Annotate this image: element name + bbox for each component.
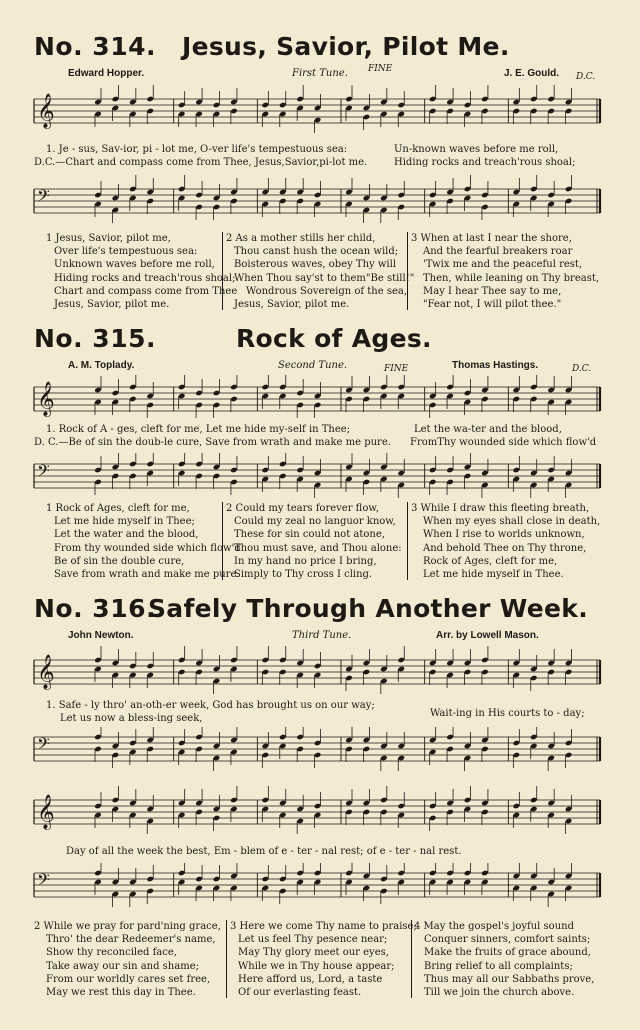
hymn-heading: [0, 592, 640, 630]
verse-line: Let us feel Thy pesence near;: [238, 934, 388, 946]
bass-clef-icon: 𝄢: [37, 460, 50, 485]
verse-line: Make the fruits of grace abound,: [424, 947, 591, 959]
lyric-line: 1. Je - sus, Sav-ior, pi - lot me, O-ver life's tempestuous sea:: [46, 144, 348, 155]
hymn-number: No. 316.: [34, 594, 156, 623]
hymn-number: No. 314.: [34, 32, 156, 61]
verse: [226, 232, 414, 311]
verse-line: Let the water and the blood,: [54, 529, 199, 541]
hymn-title: Rock of Ages.: [236, 324, 432, 353]
verse-divider: [407, 502, 408, 580]
lyric-line: Wait-ing in His courts to - day;: [430, 708, 585, 719]
dc-mark: D.C.: [572, 364, 592, 374]
lyric-line: Let the wa-ter and the blood,: [414, 424, 562, 435]
hymn-title: Safely Through Another Week.: [148, 594, 589, 623]
verse-line: 3 When at last I near the shore,: [411, 233, 572, 244]
hymn-heading: [0, 322, 640, 360]
verse-line: 1 Jesus, Savior, pilot me,: [46, 233, 171, 244]
verse: [46, 502, 241, 581]
hymn-verses: [0, 502, 640, 584]
hymn-author: Edward Hopper.: [68, 68, 145, 79]
verse-line: From our worldly cares set free,: [46, 973, 211, 985]
verse-line: Jesus, Savior, pilot me.: [234, 299, 350, 311]
lyric-line: 1. Rock of A - ges, cleft for me, Let me hide my-self in Thee;: [46, 424, 351, 435]
verse-line: Wondrous Sovereign of the sea,: [246, 285, 408, 297]
verse-line: 3 Here we come Thy name to praise;: [230, 921, 417, 932]
verse-line: These for sin could not atone,: [234, 529, 385, 541]
lyric-line: D. C.—Be of sin the doub-le cure, Save from wrath and make me pure.: [34, 437, 391, 448]
hymn-316: [0, 592, 640, 646]
music-staff-treble: [30, 374, 602, 424]
verse-line: 3 While I draw this fleeting breath,: [411, 503, 590, 514]
music-staff-treble: [30, 784, 602, 840]
fine-mark: FINE: [384, 364, 409, 374]
verse-line: Boisterous waves, obey Thy will: [234, 259, 397, 271]
verse-line: Save from wrath and make me pure.: [54, 569, 240, 581]
hymn-author: A. M. Toplady.: [68, 360, 135, 371]
hymn-author: John Newton.: [68, 630, 134, 641]
bass-clef-icon: 𝄢: [37, 185, 50, 210]
verse: [414, 920, 594, 999]
lyric-line: Un-known waves before me roll,: [394, 144, 559, 155]
verse-line: May Thy glory meet our eyes,: [238, 947, 389, 959]
verse-line: 2 As a mother stills her child,: [226, 233, 376, 244]
verse-line: "Fear not, I will pilot thee.": [423, 299, 562, 311]
notes: [94, 375, 572, 418]
verse-line: Thro' the dear Redeemer's name,: [46, 934, 216, 946]
verse-line: Thou canst hush the ocean wild;: [234, 246, 399, 258]
verse-line: Then, while leaning on Thy breast,: [423, 272, 600, 284]
lyric-line: D.C.—Chart and compass come from Thee, Jesus,Savior,pi-lot me.: [34, 157, 368, 168]
verse-line: Take away our sin and shame;: [46, 960, 199, 972]
verse: [230, 920, 417, 999]
staff-lines: [34, 800, 600, 824]
music-staff-treble: [30, 644, 602, 700]
treble-clef-icon: 𝄞: [37, 794, 55, 830]
verse-line: May we rest this day in Thee.: [46, 987, 196, 999]
bass-clef-icon: 𝄢: [37, 733, 50, 758]
lyric-line: Hiding rocks and treach'rous shoal;: [394, 157, 576, 168]
hymn-tune: Second Tune.: [278, 360, 348, 371]
verse-line: Rock of Ages, cleft for me,: [423, 555, 558, 567]
hymn-315: [0, 322, 640, 376]
music-staff-bass: [30, 862, 602, 908]
verse: [411, 232, 599, 311]
music-staff-bass: [30, 172, 602, 230]
music-staff-bass: [30, 726, 602, 772]
treble-clef-icon: 𝄞: [37, 654, 55, 690]
lyric-line: Let us now a bless-ing seek,: [60, 713, 203, 724]
verse-line: 1 Rock of Ages, cleft for me,: [46, 503, 190, 514]
hymn-title: Jesus, Savior, Pilot Me.: [182, 32, 510, 61]
verse: [46, 232, 237, 311]
hymn-verses: [0, 232, 640, 314]
verse-line: Till we join the church above.: [424, 987, 575, 999]
verse-line: Let me hide myself in Thee;: [54, 516, 195, 528]
verse-line: When I rise to worlds unknown,: [423, 529, 585, 541]
verse-line: Unknown waves before me roll,: [54, 259, 215, 271]
verse-line: Conquer sinners, comfort saints;: [424, 934, 591, 946]
verse-line: May I hear Thee say to me,: [423, 285, 562, 297]
verse-line: Thou must save, and Thou alone:: [234, 542, 402, 554]
verse-line: Over life's tempestuous sea:: [54, 246, 198, 258]
verse-line: From thy wounded side which flow'd: [54, 542, 241, 554]
verse-line: While we in Thy house appear;: [238, 960, 395, 972]
dc-mark: D.C.: [576, 72, 596, 82]
verse-line: 'Twix me and the peaceful rest,: [423, 259, 583, 271]
verse-line: Hiding rocks and treach'rous shoal;: [54, 272, 236, 284]
hymn-tune: First Tune.: [292, 68, 348, 79]
verse: [34, 920, 221, 999]
verse-line: And the fearful breakers roar: [423, 246, 573, 258]
notes: [94, 786, 572, 834]
verse-line: When my eyes shall close in death,: [423, 516, 601, 528]
verse-line: Could my zeal no languor know,: [234, 516, 396, 528]
hymn-tune: Third Tune.: [292, 630, 352, 641]
verse-line: When Thou say'st to them"Be still!": [234, 272, 415, 284]
verse-line: In my hand no price I bring,: [234, 555, 377, 567]
music-staff-bass: [30, 452, 602, 500]
verse-line: Chart and compass come from Thee: [54, 285, 238, 297]
hymn-heading: [0, 30, 640, 68]
verse-line: 2 While we pray for pard'ning grace,: [34, 921, 221, 932]
notes: [94, 175, 572, 223]
music-staff-treble: [30, 82, 602, 140]
verse: [411, 502, 600, 581]
verse-line: 4 May the gospel's joyful sound: [414, 921, 574, 932]
lyric-line: FromThy wounded side which flow'd: [410, 437, 597, 448]
verse-divider: [226, 920, 227, 998]
verse-line: And behold Thee on Thy throne,: [423, 542, 587, 554]
lyric-line: Day of all the week the best, Em - blem of e - ter - nal rest; of e - ter - nal rest.: [66, 846, 462, 857]
verse-line: Show thy reconciled face,: [46, 947, 177, 959]
verse-line: Thus may all our Sabbaths prove,: [424, 973, 595, 985]
hymn-composer: J. E. Gould.: [504, 68, 560, 79]
verse: [226, 502, 402, 581]
notes: [94, 85, 572, 133]
verse-line: Simply to Thy cross I cling.: [234, 569, 373, 581]
treble-clef-icon: 𝄞: [37, 381, 55, 417]
fine-mark: FINE: [368, 64, 393, 74]
hymn-verses: [0, 920, 640, 1002]
hymn-number: No. 315.: [34, 324, 156, 353]
hymn-composer: Thomas Hastings.: [452, 360, 539, 371]
notes: [94, 453, 572, 498]
verse-line: Here afford us, Lord, a taste: [238, 973, 383, 985]
verse-divider: [407, 232, 408, 310]
verse-divider: [222, 502, 223, 580]
hymn-composer: Arr. by Lowell Mason.: [436, 630, 539, 641]
verse-divider: [222, 232, 223, 310]
verse-line: Of our everlasting feast.: [238, 987, 362, 999]
treble-clef-icon: 𝄞: [37, 93, 55, 129]
verse-line: 2 Could my tears forever flow,: [226, 503, 379, 514]
verse-line: Jesus, Savior, pilot me.: [54, 299, 170, 311]
notes: [94, 646, 572, 694]
lyric-line: 1. Safe - ly thro' an-oth-er week, God has brought us on our way;: [46, 700, 375, 711]
verse-line: Be of sin the double cure,: [54, 555, 185, 567]
hymn-314: [0, 30, 640, 84]
verse-line: Let me hide myself in Thee.: [423, 569, 564, 581]
verse-divider: [411, 920, 412, 998]
bass-clef-icon: 𝄢: [37, 869, 50, 894]
verse-line: Bring relief to all complaints;: [424, 960, 573, 972]
